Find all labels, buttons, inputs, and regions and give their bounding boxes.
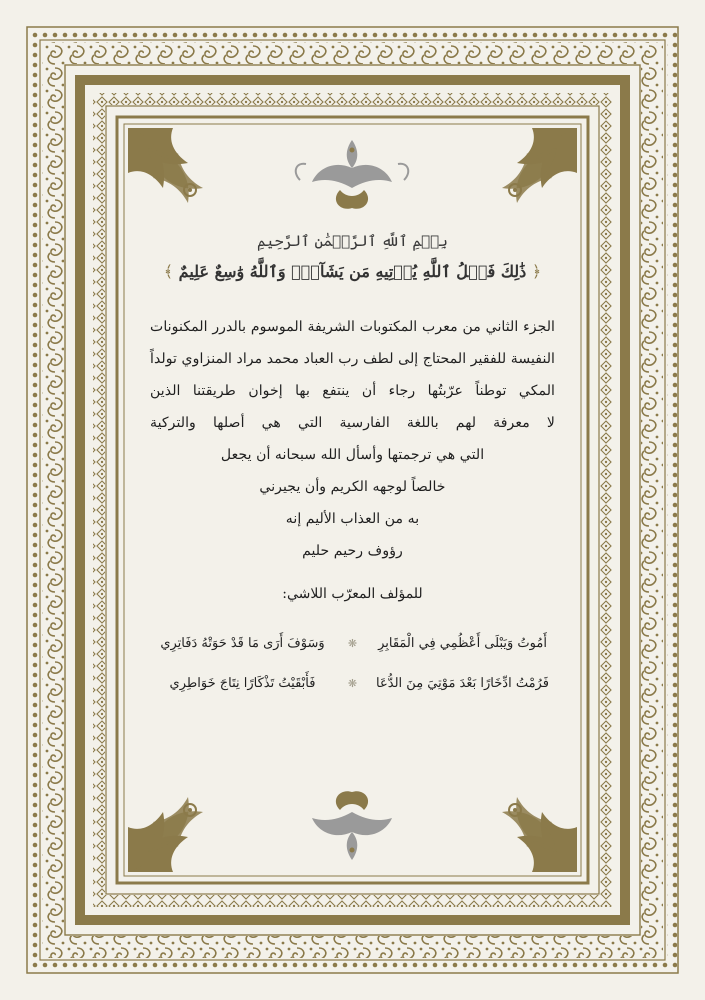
verse-close-bracket: ﴾ bbox=[163, 262, 174, 281]
poem-first-hemistich: أَمُوتُ وَيَبْلَى أَعْظُمِي فِي الْمَقَابِرِ bbox=[378, 635, 547, 651]
poem-separator-icon: ❋ bbox=[347, 636, 358, 650]
poem-verse bbox=[150, 663, 555, 703]
poem-first-hemistich: فَرُمْتُ ادِّخَارًا بَعْدَ مَوْتِيَ مِنَ الدُّعَا bbox=[376, 675, 549, 691]
poem-second-hemistich: فَأَبْقَيْتُ تَذْكَارًا نِتَاجَ خَوَاطِرِي bbox=[169, 675, 316, 691]
paragraph-line: خالصاً لوجهه الكريم وأن يجيرني bbox=[259, 479, 446, 495]
poem-verse bbox=[150, 623, 555, 663]
verse-text: ذَٰلِكَ فَضۡلُ ٱللَّهِ يُؤۡتِيهِ مَن يَشَآءُۚ وَٱللَّهُ وَٰسِعٌ عَلِيمٌ bbox=[178, 262, 527, 281]
quran-verse bbox=[150, 262, 555, 281]
paragraph-line: الجزء الثاني من معرب المكتوبات الشريفة الموسوم بالدرر المكنونات bbox=[150, 319, 555, 335]
basmala: بِسۡمِ ٱللَّهِ ٱلرَّحۡمَٰنِ ٱلرَّحِيمِ bbox=[257, 232, 448, 250]
paragraph-line: المكي توطناً عرّبتُها رجاء أن ينتفع بها إخوان طريقتنا الذين bbox=[150, 383, 555, 399]
paragraph-line: النفيسة للفقير المحتاج إلى لطف رب العباد محمد مراد المنزاوي تولداً bbox=[150, 351, 555, 367]
page-content bbox=[150, 232, 555, 703]
author-label: للمؤلف المعرّب اللاشي: bbox=[282, 586, 423, 602]
paragraph-line: به من العذاب الأليم إنه bbox=[285, 511, 420, 527]
verse-open-bracket: ﴿ bbox=[531, 262, 542, 281]
paragraph-line: التي هي ترجمتها وأسأل الله سبحانه أن يجعل bbox=[220, 447, 485, 463]
paragraph-line: لا معرفة لهم باللغة الفارسية التي هي أصلها والتركية bbox=[150, 415, 555, 431]
poem-second-hemistich: وَسَوْفَ أَرَى مَا قَدْ حَوَتْهُ دَفَاتِرِي bbox=[160, 635, 325, 651]
poem-separator-icon: ❋ bbox=[347, 676, 358, 690]
paragraph-line: رؤوف رحيم حليم bbox=[302, 543, 403, 559]
poem bbox=[150, 623, 555, 703]
intro-paragraph bbox=[150, 311, 555, 567]
